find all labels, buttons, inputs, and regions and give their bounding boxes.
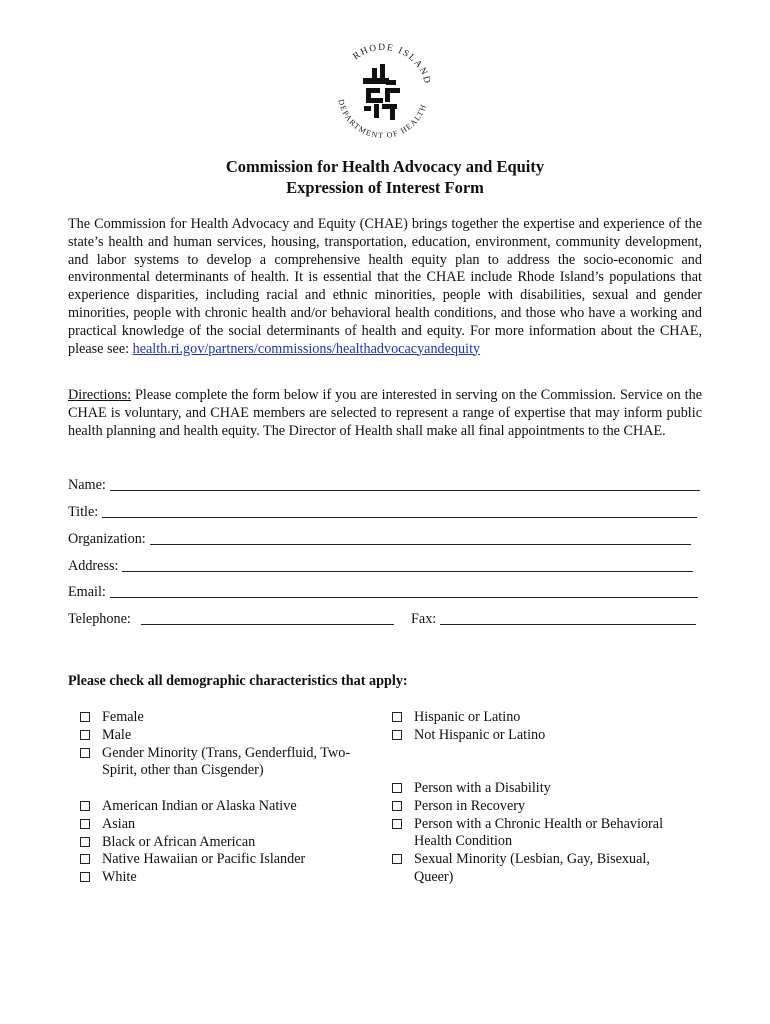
demographics-left-group1	[80, 709, 377, 780]
checkbox[interactable]	[80, 854, 90, 864]
title-label: Title:	[68, 504, 99, 520]
directions-label: Directions:	[68, 387, 132, 403]
checkbox[interactable]	[80, 872, 90, 882]
organization-input-line[interactable]	[150, 543, 691, 545]
checkbox[interactable]	[392, 801, 402, 811]
intro-paragraph	[68, 216, 702, 358]
checkbox[interactable]	[80, 712, 90, 722]
logo-ring-text: RHODE ISLAND	[351, 42, 433, 86]
checkbox-item[interactable]: Native Hawaiian or Pacific Islander	[80, 851, 377, 869]
name-field	[68, 477, 700, 494]
address-label: Address:	[68, 558, 119, 574]
form-subtitle: Expression of Interest Form	[286, 178, 484, 197]
title-field	[68, 504, 697, 521]
checkbox[interactable]	[392, 783, 402, 793]
checkbox-item[interactable]: American Indian or Alaska Native	[80, 798, 377, 816]
checkbox-item[interactable]: Gender Minority (Trans, Genderfluid, Two-Spirit, other than Cisgender)	[80, 745, 377, 781]
checkbox[interactable]	[80, 801, 90, 811]
checkbox-item[interactable]: Person with a Disability	[392, 780, 689, 798]
form-title: Commission for Health Advocacy and Equity	[225, 157, 545, 176]
directions-paragraph	[68, 387, 702, 440]
fax-label: Fax:	[411, 611, 437, 627]
demographics-right-group2	[392, 780, 689, 887]
checkbox-item[interactable]: Male	[80, 727, 377, 745]
name-input-line[interactable]	[110, 489, 700, 491]
name-label: Name:	[68, 477, 106, 493]
ri-department-of-health-logo	[328, 38, 438, 148]
checkbox-item[interactable]: Black or African American	[80, 834, 377, 852]
fax-input-line[interactable]	[440, 623, 696, 625]
organization-label: Organization:	[68, 531, 146, 547]
address-field	[68, 558, 693, 575]
checkbox-item[interactable]: Female	[80, 709, 377, 727]
chae-info-link[interactable]: health.ri.gov/partners/commissions/healthadvocacyandequity	[132, 340, 481, 357]
checkbox-item[interactable]: Hispanic or Latino	[392, 709, 689, 727]
logo-mark	[363, 64, 400, 120]
checkbox[interactable]	[392, 854, 402, 864]
email-field	[68, 584, 698, 601]
address-input-line[interactable]	[122, 570, 693, 572]
telephone-label: Telephone:	[68, 611, 131, 627]
checkbox[interactable]	[80, 819, 90, 829]
telephone-field	[68, 611, 394, 628]
checkbox-item[interactable]: Person with a Chronic Health or Behavioral Health Condition	[392, 816, 689, 852]
directions-text: Please complete the form below if you are interested in serving on the Commission. Service on the CHAE is voluntary, and CHAE members are selected to represent a range of expertise that may inform public health planning and health equity. The Director of Health shall make all final appointments to the CHAE.	[68, 387, 702, 439]
demographics-left-group2	[80, 798, 377, 887]
checkbox[interactable]	[392, 819, 402, 829]
svg-text:DEPARTMENT OF HEALTH: DEPARTMENT OF HEALTH	[336, 98, 429, 141]
checkbox-item[interactable]: White	[80, 869, 377, 887]
demographics-heading: Please check all demographic characteristics that apply:	[68, 673, 408, 689]
checkbox-item[interactable]: Asian	[80, 816, 377, 834]
intro-text: The Commission for Health Advocacy and Equity (CHAE) brings together the expertise and experience of the state’s health and human services, housing, transportation, education, environment, community development, and labor systems to develop a comprehensive health equity plan to address the socio-economic and environmental determinants of health. It is essential that the CHAE include Rhode Island’s populations that experience disparities, including racial and ethnic minorities, people with disabilities, sexual and gender minorities, people with chronic health and/or behavioral health conditions, and those who have a working and practical knowledge of the social determinants of health and equity. For more information about the CHAE, please see:	[68, 216, 702, 357]
checkbox-item[interactable]: Sexual Minority (Lesbian, Gay, Bisexual, Queer)	[392, 851, 689, 887]
checkbox-item[interactable]: Not Hispanic or Latino	[392, 727, 689, 745]
checkbox[interactable]	[392, 730, 402, 740]
checkbox[interactable]	[80, 837, 90, 847]
email-label: Email:	[68, 584, 106, 600]
telephone-input-line[interactable]	[141, 623, 394, 625]
fax-field	[411, 611, 696, 628]
checkbox[interactable]	[80, 730, 90, 740]
demographics-right-group1	[392, 709, 689, 745]
organization-field	[68, 531, 691, 548]
email-input-line[interactable]	[110, 596, 698, 598]
checkbox[interactable]	[80, 748, 90, 758]
checkbox-item[interactable]: Person in Recovery	[392, 798, 689, 816]
title-input-line[interactable]	[102, 516, 697, 518]
checkbox[interactable]	[392, 712, 402, 722]
